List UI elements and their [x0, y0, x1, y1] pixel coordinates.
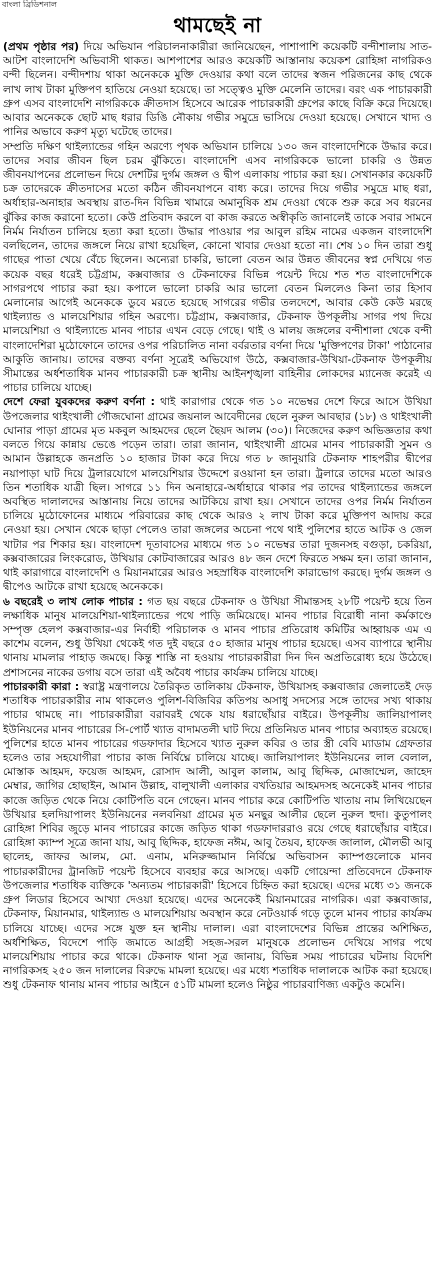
subheading: পাচারকারী কারা : [3, 680, 80, 693]
paragraph-text: থাই কারাগার থেকে গত ১০ নভেম্বর দেশে ফিরে আসে উখিয়া উপজেলার থাইংখালী গৌজঘোনা গ্রামের জয়নাল আবেদীনের ছেলে নুরুল আবছার (১৮) ও থাইংখালী ঘোনার পাড়া গ্রামের মৃত মকবুল আহমদের ছেলে ছৈয়দ আলম (৩০)। নিজেদের করুণ অভিজ্ঞতার কথা বলতে গিয়ে কান্নায় ভেঙে পড়েন তারা। তারা জানান, থাইংখালী গ্রামের মানব পাচারকারী সুমন ও আমান উল্লাহকে জনপ্রতি ১০ হাজার টাকা করে দিয়ে গত ৮ জানুয়ারি টেকনাফ শাহপরীর দ্বীপের নয়াপাড়া ঘাট দিয়ে ট্রলারযোগে মালয়েশিয়ার উদ্দেশে রওয়ানা হন তারা। ট্রলারে তাদের মতো আরও তিন শতাধিক যাত্রী ছিল। সাগরে ১১ দিন অনাহারে-অর্ধাহারে থাকার পর তাদের থাইল্যান্ডের জঙ্গলে অবস্থিত দালালদের আস্তানায় নিয়ে তাদের আটকিয়ে রাখা হয়। সেখানে তাদের ওপর নির্মম নির্যাতন চালিয়ে মুঠোফোনের মাধ্যমে পরিবারের কাছ থেকে আরও ২ লাখ টাকা করে মুক্তিপণ আদায় করে নেওয়া হয়। সেখান থেকে ছাড়া পেলেও তারা জঙ্গলের অচেনা পথে থাই পুলিশের হাতে আটক ও জেল খাটার পর শিকার হয়। বাংলাদেশ দূতাবাসের মাধ্যমে গত ১০ নভেম্বর তারা দুজনসহ বগুড়া, চকরিয়া, কক্সবাজারের লিংকরোড, উখিয়ার কোটবাজারের আরও ৪৮ জন দেশে ফিরতে সক্ষম হন। তারা জানান, থাই কারাগারে বাংলাদেশি ও মিয়ানমারের আরও সহস্রাধিক বাংলাদেশি কারাভোগ করছে। দুর্গম জঙ্গল ও দ্বীপেও আটকে রাখা হয়েছে অনেককে। [3, 396, 432, 594]
paragraph-text: গত ছয় বছরে টেকনাফ ও উখিয়া সীমান্তসহ ২৮টি পয়েন্ট হয়ে তিন লক্ষাধিক মানুষ মালয়েশিয়া-থাইল্যান্ডের পথে পাড়ি জমিয়েছে। মানব পাচার বিরোধী নানা কর্মকাণ্ডে সম্পৃক্ত হেলপ কক্সবাজার-এর নির্বাহী পরিচালক ও মানব পাচার প্রতিরোধ কমিটির আহ্বায়ক এম এ কাশেম বলেন, শুধু উখিয়া থেকেই গত দুই বছরে ৫০ হাজার মানুষ পাচার হয়েছে। এসব ব্যাপারে স্থানীয় থানায় মামলার পাহাড় জমছে। কিন্তু শাস্তি না হওয়ায় পাচারকারীরা দিন দিন অপ্রতিরোধ্য হয়ে উঠেছে। প্রশাসনের নাকের ডগায় বসে তারা এই অবৈধ পাচার কার্যক্রম চালিয়ে যাচ্ছে। [3, 595, 432, 679]
paragraph [3, 595, 432, 680]
subheading: ৬ বছরেই ৩ লাখ লোক পাচার : [3, 595, 143, 608]
paragraph-lead: (প্রথম পৃষ্ঠার পর) [3, 41, 79, 53]
subheading: দেশে ফেরা যুবকদের করুণ বর্ণনা : [3, 396, 155, 409]
paragraph-text: স্বরাষ্ট্র মন্ত্রণালয়ে তৈরিকৃত তালিকায় টেকনাফ, উখিয়াসহ কক্সবাজার জেলাতেই দেড় শতাধিক পাচারকারীর নাম থাকলেও পুলিশ-বিজিবির কতিপয় অসাধু সদস্যের সঙ্গে তাদের সখ্য থাকায় পাচার থামছে না। পাচারকারীরা বরাবরই থেকে যায় ধরাছোঁয়ার বাইরে। উপকূলীয় জালিয়াপালং ইউনিয়নের মানব পাচারের সি-পোর্ট খ্যাত বাদামতলী ঘাট দিয়ে প্রতিনিয়ত মানব পাচার অব্যাহত রয়েছে। পুলিশের হাতে মানব পাচারের গডফাদার হিসেবে খ্যাত নুরুল কবির ও তার স্ত্রী বেবি ম্যাডাম গ্রেফতার হলেও তার সহযোগীরা পাচার কাজ নির্বিঘ্নে চালিয়ে যাচ্ছে। জালিয়াপালং ইউনিয়নের লাল বেলাল, মোস্তাক আহমদ, ফয়েজ আহমদ, রোসাদ আলী, আবুল কালাম, আবু ছিদ্দিক, মোজাম্মেল, জাহেদ মেম্বার, জাগির হোছাইন, আমান উল্লাহ, বালুখালী এলাকার বখতিয়ার আহমদসহ অনেকেই মানব পাচার কাজে জড়িত থেকে নিয়ে কোটিপতি বনে গেছেন। মানব পাচার করে কোটিপতি খাতায় নাম লিখিয়েছেন উখিয়ার হলদিয়াপালং ইউনিয়নের নলবনিয়া গ্রামের মৃত মনছুর আলীর ছেলে নুরুল হুদা। কুতুপালং রোহিঙ্গা শিবির জুড়ে মানব পাচারের কাজে জড়িত থাকা গডফাদাররাও রয়ে গেছে ধরাছোঁয়ার বাইরে। রোহিঙ্গা ক্যাম্প সূত্রে জানা যায়, আবু ছিদ্দিক, হাফেজ নঈম, আবু তৈয়ব, হাফেজ জালাল, মৌলভী আবু ছালেহ, জাফর আলম, মো. এনাম, মনিরুজ্জামান নির্বিঘ্নে অভিবাসন ক্যাম্পগুলোকে মানব পাচারকারীদের ট্রানজিট পয়েন্ট হিসেবে ব্যবহার করে আসছে। একটি গোয়েন্দা প্রতিবেদনে টেকনাফ উপজেলার শতাধিক ব্যক্তিকে 'অন্যতম পাচারকারী' হিসেবে চিহ্নিত করা হয়েছে। এদের মধ্যে ৩১ জনকে গ্রুপ লিডার হিসেবে আখ্যা দেওয়া হয়েছে। এদের অনেকেই মিয়ানমারের নাগরিক। এরা কক্সবাজার, টেকনাফ, মিয়ানমার, থাইল্যান্ড ও মালয়েশিয়ায় অবস্থান করে নেটওয়ার্ক গড়ে তুলে মানব পাচার কার্যক্রম চালিয়ে যাচ্ছে। এদের সঙ্গে যুক্ত হন স্থানীয় দালাল। এরা বাংলাদেশের বিভিন্ন প্রান্তের অশিক্ষিত, অর্ধশিক্ষিত, বিদেশে পাড়ি জমাতে আগ্রহী সহজ-সরল মানুষকে প্রলোভন দেখিয়ে সাগর পথে মালয়েশিয়ায় পাচার করে থাকে। টেকনাফ থানা সূত্র জানায়, বিভিন্ন সময় পাচারের ঘটনায় বিদেশি নাগরিকসহ ২৫০ জন দালালের বিরুদ্ধে মামলা হয়েছে। এর মধ্যে শতাধিক দালালকে আটক করা হয়েছে। শুধু টেকনাফ থানায় মানব পাচার আইনে ৫১টি মামলা হলেও নিষ্ঠুর পাচারবাণিজ্য একটুও কমেনি। [3, 680, 432, 992]
paragraph [3, 140, 432, 396]
paragraph [3, 395, 432, 594]
top-strip-text: বাংলা ব্রিডিশনাল [2, 0, 57, 9]
paragraph-text: সম্প্রতি দক্ষিণ থাইল্যান্ডের গহিন অরণ্যে পৃথক অভিযান চালিয়ে ১৩০ জন বাংলাদেশিকে উদ্ধার করে। তাদের সবার জীবন ছিল চরম ঝুঁকিতে। বাংলাদেশি এসব নাগরিককে ভালো চাকরি ও উন্নত জীবনযাপনের প্রলোভন দিয়ে দেশটির দুর্গম জঙ্গল ও দ্বীপ এলাকায় পাচার করা হয়। সেখানকার কয়েকটি চক্র তাদেরকে ক্রীতদাসের মতো কঠিন জীবনযাপনে বাধ্য করে। তাদের দিয়ে গভীর সমুদ্রে মাছ ধরা, অর্ধাহার-অনাহার অবস্থায় রাত-দিন বিভিন্ন খামারে অমানুষিক শ্রম দেওয়া থেকে শুরু করে সব ধরনের ঝুঁকির কাজ করানো হতো। কেউ প্রতিবাদ করলে বা কাজ করতে অস্বীকৃতি জানালেই তাকে সবার সামনে নির্মম নির্যাতন চালিয়ে হত্যা করা হতো। উদ্ধার পাওয়ার পর আবুল রহিম নামের একজন বাংলাদেশি বলছিলেন, তাদের জঙ্গলে নিয়ে রাখা হয়েছিল, কোনো খাবার দেওয়া হতো না। শেষ ১০ দিন তারা শুধু গাছের পাতা খেয়ে বেঁচে ছিলেন। অন্যেরা চাকরি, ভালো বেতন আর উন্নত জীবনের স্বপ্ন দেখিয়ে গত কয়েক বছর ধরেই চট্টগ্রাম, কক্সবাজার ও টেকনাফের বিভিন্ন পয়েন্ট দিয়ে শত শত বাংলাদেশিকে সাগরপথে পাচার করা হয়। কপালে ভালো চাকরি আর ভালো বেতন মিললেও কিনা তার হিসাব মেলানোর আগেই অনেককে ডুবে মরতে হয়েছে সাগরের গভীর তলদেশে, আবার কেউ কেউ মরছে থাইল্যান্ড ও মালয়েশিয়ার গহিন অরণ্যে। চট্টগ্রাম, কক্সবাজার, টেকনাফ উপকূলীয় সাগর পথ দিয়ে মালয়েশিয়া ও থাইল্যান্ডে মানব পাচার এখন বেড়ে গেছে। থাই ও মালয় জঙ্গলের বন্দীশালা থেকে বন্দী বাংলাদেশিরা মুঠোফোনে তাদের ওপর পরিচালিত নানা বর্বরতার বর্ণনা দিয়ে 'মুক্তিপণের টাকা' পাঠানোর আকুতি জানায়। তাদের বক্তব্য বর্ণনা সূত্রেই অভিযোগ উঠে, কক্সবাজার-উখিয়া-টেকনাফ উপকূলীয় সীমান্তের অর্ধশতাধিক মানব পাচারকারী চক্র স্থানীয় আইনশৃঙ্খলা বাহিনীর লোকদের ম্যানেজ করেই এ পাচার চালিয়ে যাচ্ছে। [3, 140, 432, 395]
paragraph [3, 680, 432, 993]
article-body [3, 40, 432, 1264]
paragraph [3, 40, 432, 140]
paragraph-text: দিয়ে অভিযান পরিচালনাকারীরা জানিয়েছেন, পাশাপাশি কয়েকটি বন্দীশালায় সাত-আটশ বাংলাদেশি অভিবাসী থাকত। আশপাশের আরও কয়েকটি আস্তানায় কয়েকশ রোহিঙ্গা নাগরিকও বন্দী ছিলেন। বন্দীদশায় থাকা অনেককে মুক্তি দেওয়ার কথা বলে তাদের স্বজন পরিজনের কাছ থেকে লাখ লাখ টাকা মুক্তিপণ হাতিয়ে নেওয়া হয়েছে। তা সত্ত্বেও মুক্তি মেলেনি তাদের। বরং এক পাচারকারী গ্রুপ এসব বাংলাদেশি নাগরিককে ক্রীতদাস হিসেবে আরেক পাচারকারী গ্রুপের কাছে বিক্রি করে দিয়েছে। আবার অনেককে ছোট মাছ ধরার ডিঙি নৌকায় গভীর সমুদ্রে ভাসিয়ে দেওয়া হয়েছে। সেখানে খাদ্য ও পানির অভাবে করুণ মৃত্যু ঘটেছে তাদের। [3, 41, 432, 139]
headline: থামছেই না [173, 13, 262, 37]
